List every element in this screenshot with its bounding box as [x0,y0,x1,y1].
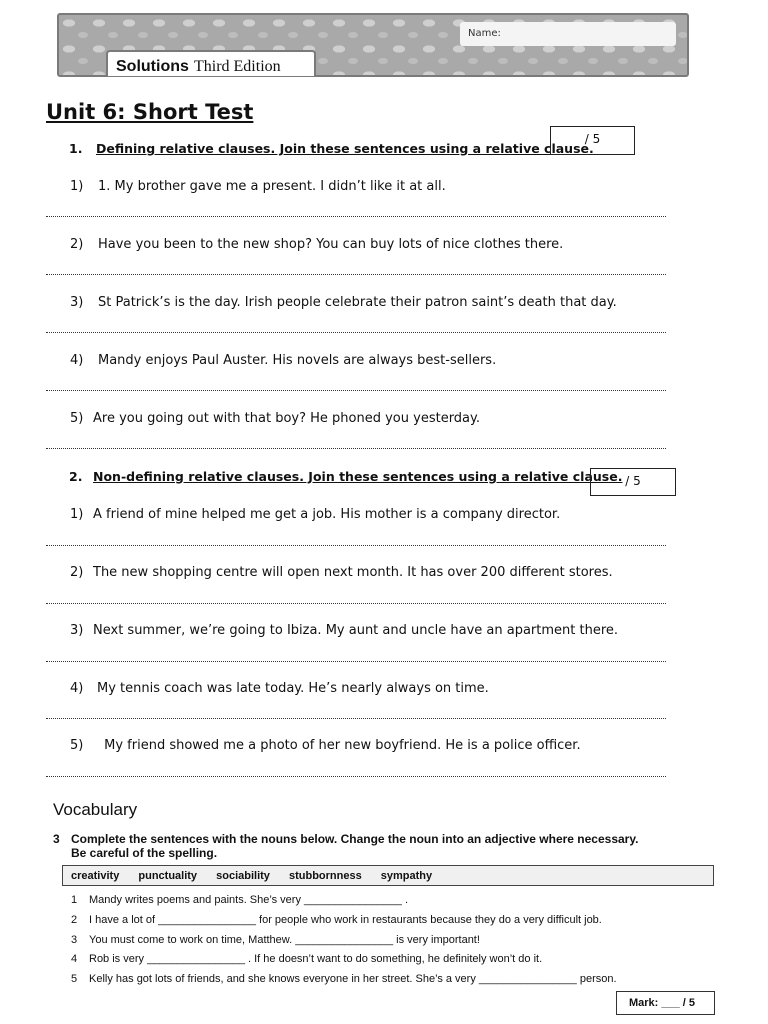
s2-question-1 [70,507,560,522]
section2-heading: Non-defining relative clauses. Join these sentences using a relative clause. [93,469,623,484]
vocab-item-1-number: 1 [71,894,78,906]
brand-logo [106,50,316,76]
s1-q5-text: Are you going out with that boy? He phoned you yesterday. [93,411,480,426]
word-sociability: sociability [216,870,270,882]
s2-q3-number: 3) [70,623,84,638]
vocabulary-instruction-line2: Be careful of the spelling. [71,846,218,860]
s2-q1-number: 1) [70,507,84,522]
s2-q3-text: Next summer, we’re going to Ibiza. My aunt and uncle have an apartment there. [93,623,619,638]
vocab-item-4 [71,953,542,965]
vocab-item-3-number: 3 [71,934,78,946]
vocab-item-5-text: Kelly has got lots of friends, and she knows everyone in her street. She’s a very ________________ person. [89,973,617,985]
s2-q5-number: 5) [70,738,84,753]
vocabulary-instruction [53,832,638,860]
word-bank [62,865,714,886]
s1-answer-line-2[interactable] [46,272,666,275]
name-field[interactable] [460,22,676,46]
page-title: Unit 6: Short Test [46,100,254,124]
s1-answer-line-5[interactable] [46,446,666,449]
word-sympathy: sympathy [380,870,433,882]
section2-score: / 5 [625,474,641,488]
vocab-item-3-text: You must come to work on time, Matthew. ________________ is very important! [89,934,480,946]
vocab-item-4-number: 4 [71,953,78,965]
vocabulary-number: 3 [53,832,60,846]
s1-question-3 [70,295,617,310]
vocab-item-5 [71,973,617,985]
vocab-item-2 [71,914,602,926]
s2-question-3 [70,623,618,638]
s2-answer-line-2[interactable] [46,601,666,604]
s1-q3-text: St Patrick’s is the day. Irish people celebrate their patron saint’s death that day. [98,295,617,310]
vocab-item-1 [71,894,408,906]
s2-question-4 [70,681,489,696]
section2-score-box [590,468,676,496]
s2-answer-line-3[interactable] [46,659,666,662]
s1-q4-text: Mandy enjoys Paul Auster. His novels are always best-sellers. [98,353,497,368]
s2-q5-text: My friend showed me a photo of her new boyfriend. He is a police officer. [100,738,581,753]
s2-answer-line-1[interactable] [46,543,666,546]
s1-q5-number: 5) [70,411,84,426]
s2-q2-text: The new shopping centre will open next month. It has over 200 different stores. [93,565,613,580]
vocabulary-mark: Mark: ___ / 5 [629,997,696,1009]
brand-bold: Solutions [116,58,189,75]
vocabulary-mark-box [616,991,715,1015]
vocabulary-instruction-line1: Complete the sentences with the nouns below. Change the noun into an adjective where necessary. [71,832,639,846]
s1-q2-text: Have you been to the new shop? You can buy lots of nice clothes there. [98,237,564,252]
s2-q4-number: 4) [70,681,84,696]
vocab-item-2-text: I have a lot of ________________ for people who work in restaurants because they do a very difficult job. [89,914,602,926]
s1-answer-line-1[interactable] [46,214,666,217]
vocab-item-3 [71,934,480,946]
word-stubbornness: stubbornness [288,870,362,882]
s2-q2-number: 2) [70,565,84,580]
s2-q1-text: A friend of mine helped me get a job. His mother is a company director. [93,507,561,522]
s1-question-5 [70,411,480,426]
s1-question-2 [70,237,563,252]
s1-answer-line-4[interactable] [46,388,666,391]
vocab-item-4-text: Rob is very ________________ . If he doesn’t want to do something, he definitely won’t do it. [89,953,543,965]
section1-score: / 5 [584,132,601,146]
s2-question-2 [70,565,613,580]
vocab-item-2-number: 2 [71,914,78,926]
section2-number: 2. [69,469,83,484]
section1-heading: Defining relative clauses. Join these sentences using a relative clause. [96,141,594,156]
s1-q2-number: 2) [70,237,84,252]
vocab-item-5-number: 5 [71,973,78,985]
word-punctuality: punctuality [138,870,198,882]
word-creativity: creativity [71,870,120,882]
brand-light: Third Edition [193,58,281,75]
section1-score-box [550,126,635,155]
s2-answer-line-4[interactable] [46,716,666,719]
s1-q4-number: 4) [70,353,84,368]
s1-q1-number: 1) [70,179,84,194]
s2-question-5 [70,738,581,753]
s1-answer-line-3[interactable] [46,330,666,333]
s2-q4-text: My tennis coach was late today. He’s nearly always on time. [97,681,489,696]
name-label: Name: [468,28,501,39]
vocabulary-title: Vocabulary [53,800,138,819]
s1-question-4 [70,353,496,368]
s1-q1-text: 1. My brother gave me a present. I didn’t like it at all. [98,179,446,194]
section1-number: 1. [69,141,83,156]
s2-answer-line-5[interactable] [46,774,666,777]
s1-q3-number: 3) [70,295,84,310]
s1-question-1 [70,179,446,194]
vocab-item-1-text: Mandy writes poems and paints. She’s very ________________ . [89,894,409,906]
